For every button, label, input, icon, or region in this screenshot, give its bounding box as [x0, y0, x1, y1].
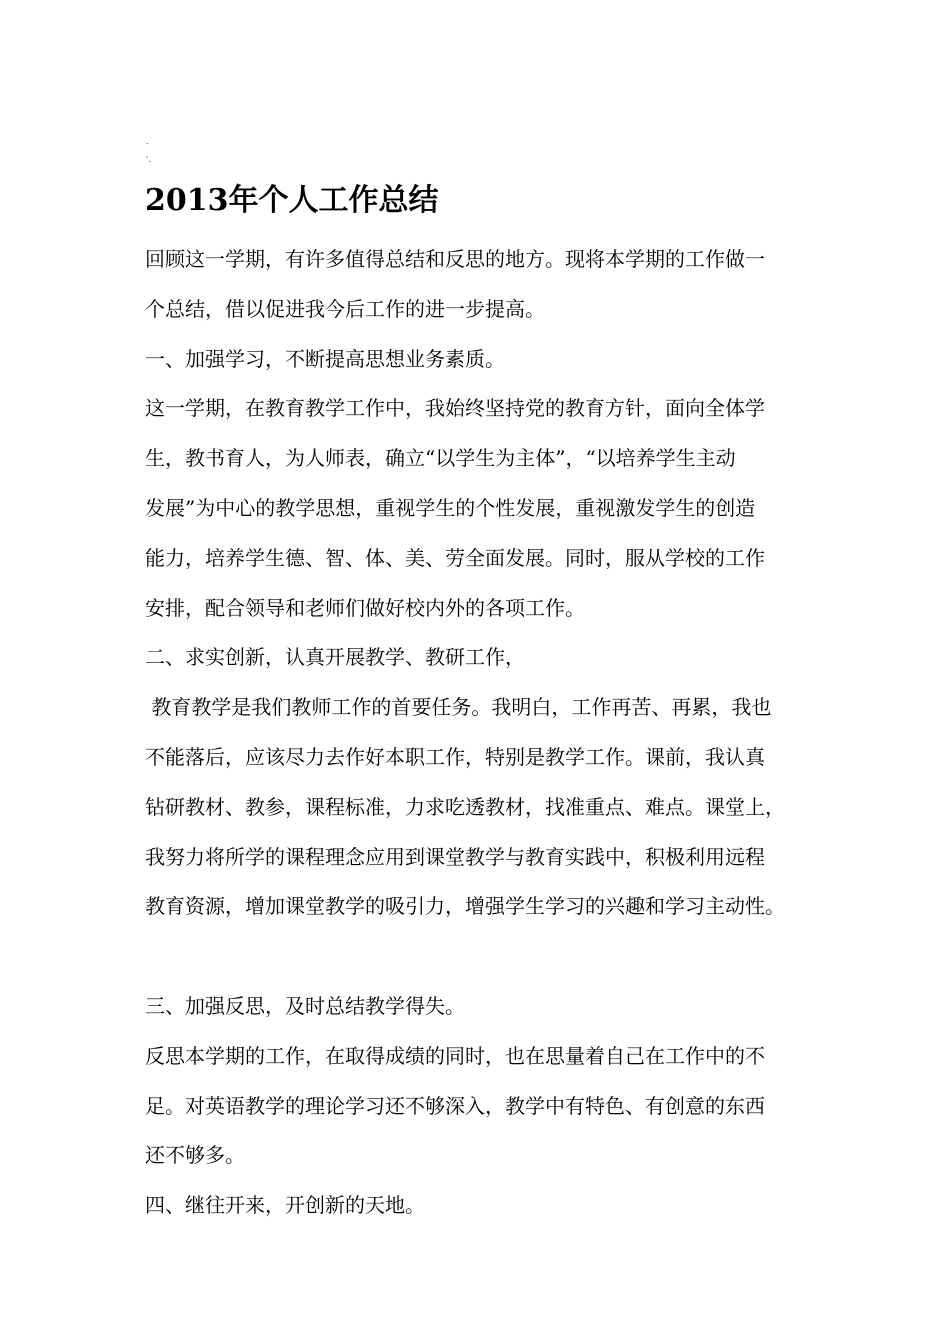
paragraph-line: 足。对英语教学的理论学习还不够深入，教学中有特色、有创意的东西 — [145, 1093, 765, 1118]
document-body — [145, 235, 805, 1231]
paragraph-line: 反思本学期的工作，在取得成绩的同时，也在思量着自己在工作中的不 — [145, 1043, 765, 1068]
paragraph-line: 回顾这一学期，有许多值得总结和反思的地方。现将本学期的工作做一 — [145, 247, 765, 271]
paragraph-line: 个总结，借以促进我今后工作的进一步提高。 — [145, 296, 545, 321]
paragraph-line: 教育教学是我们教师工作的首要任务。我明白，工作再苦、再累，我也 — [145, 695, 772, 720]
paragraph-line: 还不够多。 — [145, 1143, 245, 1168]
paragraph-line: 教育资源，增加课堂教学的吸引力，增强学生学习的兴趣和学习主动性。 — [145, 894, 785, 919]
document-title: 2013年个人工作总结 — [145, 183, 439, 218]
stray-mark-1: . — [146, 137, 149, 146]
paragraph-line: 生，教书育人，为人师表，确立“以学生为主体”，“以培养学生主动 — [145, 446, 736, 471]
section-heading-4: 四、继往开来，开创新的天地。 — [145, 1193, 425, 1218]
paragraph-line: 这一学期，在教育教学工作中，我始终坚持党的教育方针，面向全体学 — [145, 396, 765, 421]
section-heading-3: 三、加强反思，及时总结教学得失。 — [145, 993, 465, 1018]
paragraph-line: 安排，配合领导和老师们做好校内外的各项工作。 — [145, 595, 585, 620]
paragraph-line: 我努力将所学的课程理念应用到课堂教学与教育实践中，积极利用远程 — [145, 844, 765, 869]
section-heading-1: 一、加强学习，不断提高思想业务素质。 — [145, 346, 505, 371]
blank-line — [145, 932, 805, 982]
paragraph-line: 钻研教材、教参，课程标准，力求吃透教材，找准重点、难点。课堂上， — [145, 794, 785, 819]
stray-mark-2: '. — [146, 155, 151, 164]
section-heading-2: 二、求实创新，认真开展教学、教研工作， — [145, 645, 525, 670]
paragraph-line: 不能落后，应该尽力去作好本职工作，特别是教学工作。课前，我认真 — [145, 744, 765, 769]
paragraph-line: 能力，培养学生德、智、体、美、劳全面发展。同时，服从学校的工作 — [145, 545, 765, 570]
paragraph-line: 发展”为中心的教学思想，重视学生的个性发展，重视激发学生的创造 — [145, 495, 756, 520]
